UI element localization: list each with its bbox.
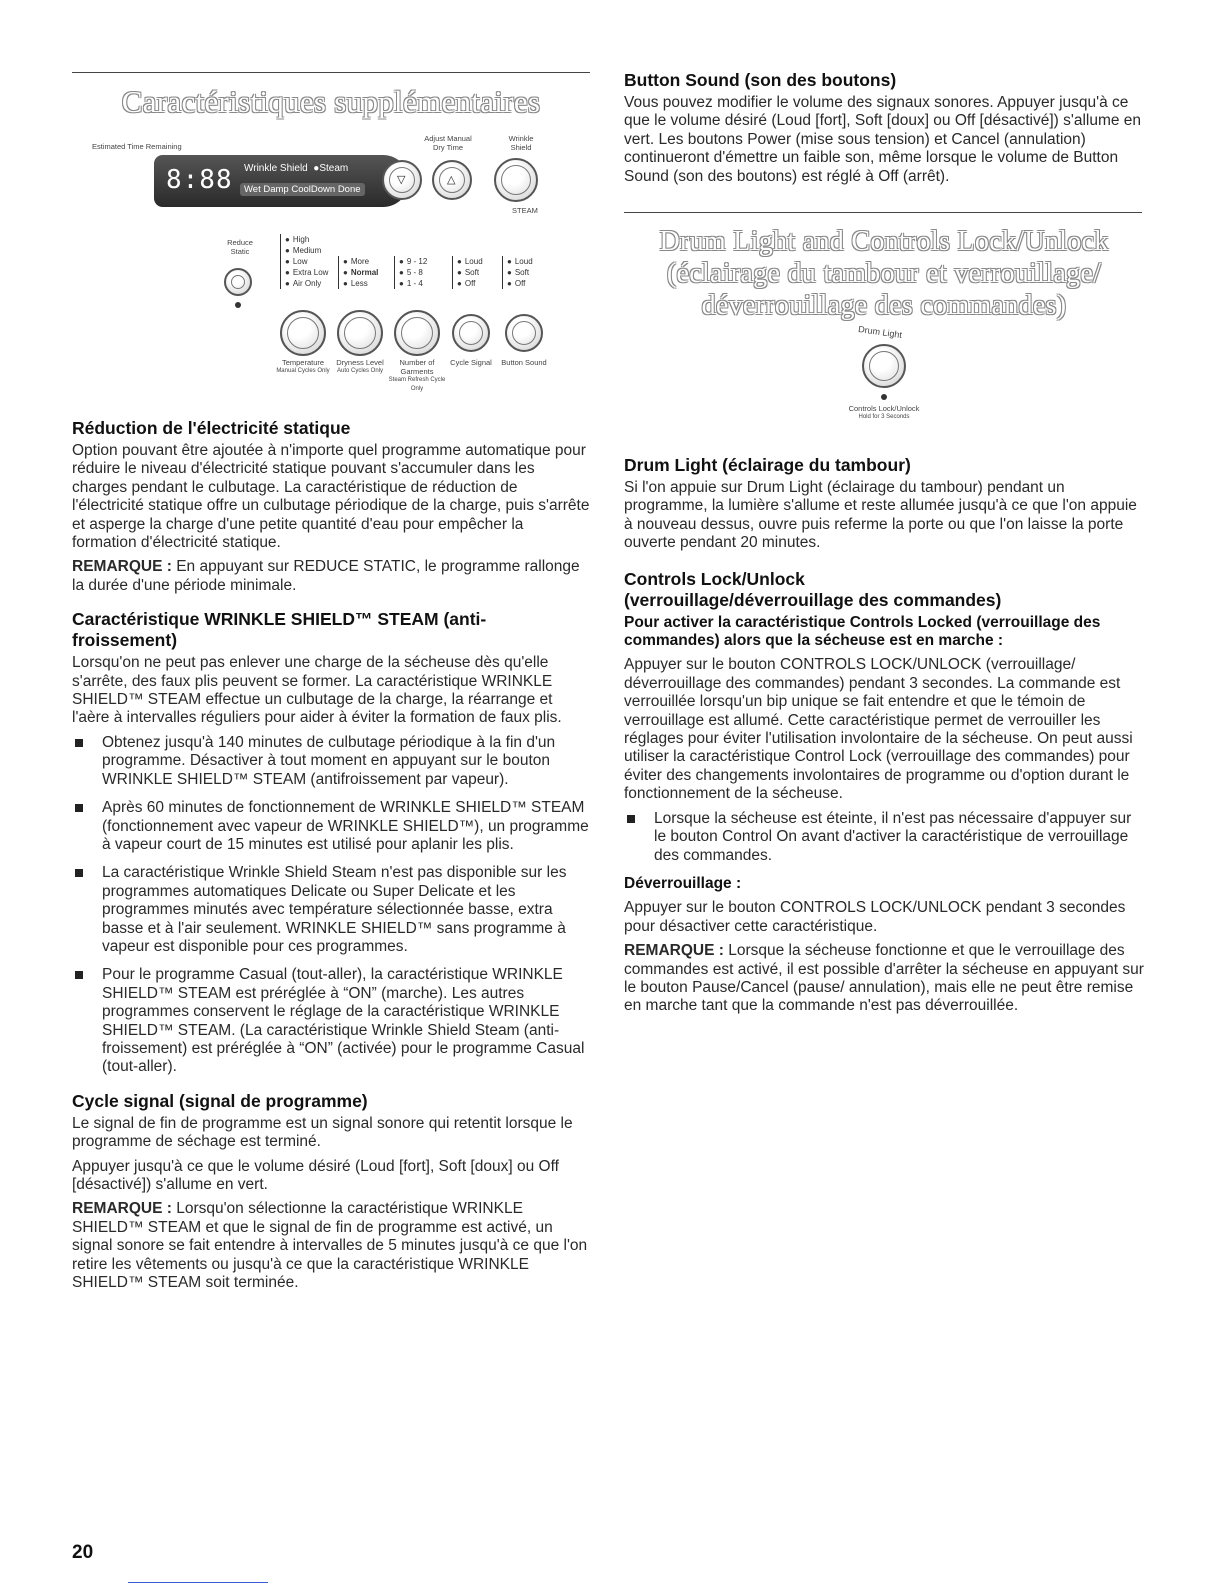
section-title-line-1: Drum Light and Controls Lock/Unlock [659,226,1109,257]
drum-light-body: Si l'on appuie sur Drum Light (éclairage du tambour) pendant un programme, la lumière s'allume et reste allumée jusqu'à ce que l'on appuie à nouveau dessus, ouvre puis referme la porte ou que l'on laisse la porte ouverte pendant 20 minutes. [624,479,1137,552]
section-title-text: Caractéristiques supplémentaires [121,84,541,119]
status-wet: Wet [244,184,261,195]
left-top-rule [72,72,590,73]
list-item: La caractéristique Wrinkle Shield Steam n'est pas disponible sur les programmes automatiques Delicate ou Super Delicate et les programmes minutés avec température sélectionnée basse, extra basse et à l'air seulement. WRINKLE SHIELD™ sans programme à vapeur est disponible pour ces programmes. [72,864,590,956]
controls-lock-note-label: REMARQUE : [624,942,724,960]
cycle-signal-note [72,1200,590,1292]
display-row-1: Wrinkle Shield ●Steam [244,163,349,174]
temp-high: ● High [285,234,328,245]
temperature-caption-sub: Manual Cycles Only [276,368,330,374]
right-mid-rule [624,212,1142,213]
garments-caption-main: Number of Garments [399,358,435,376]
dryness-normal: ● Normal [343,267,378,278]
drum-light-heading: Drum Light (éclairage du tambour) [624,455,911,475]
wrinkle-shield-steam-button[interactable] [494,158,538,202]
reduction-body: Option pouvant être ajoutée à n'importe quel programme automatique pour réduire le niveau d'électricité statique pouvant s'accumuler dans les charges pendant le culbutage. La caractéristique de réduction de l'électricité statique offre un culbutage périodique de la charge, puis s'arrête et asperge la charge d'une petite quantité d'eau pour empêcher la formation d'électricité statique. [72,442,590,552]
drum-light-button[interactable] [862,344,906,388]
reduction-note-label: REMARQUE : [72,558,172,576]
button-sound-heading: Button Sound (son des boutons) [624,70,897,90]
list-item: Lorsque la sécheuse est éteinte, il n'est pas nécessaire d'appuyer sur le bouton Control On avant d'activer la caractéristique de verrouillage des commandes. [624,810,1144,865]
list-item: Après 60 minutes de fonctionnement de WRINKLE SHIELD™ STEAM (fonctionnement avec vapeur de WRINKLE SHIELD™), un programme à vapeur court de 15 minutes est utilisé pour aplanir les plis. [72,799,590,854]
wrinkle-bullet-list [72,734,590,1077]
cycle-signal-p1: Le signal de fin de programme est un signal sonore qui retentit lorsque le programme de séchage est terminé. [72,1114,573,1151]
control-panel-illustration [72,130,590,405]
drum-light-label: Drum Light [857,323,903,341]
cycle-signal-p2: Appuyer jusqu'à ce que le volume désiré (Loud [fort], Soft [doux] ou Off [désactivé]) s'allume en vert. [72,1157,559,1193]
status-done: Done [337,184,361,195]
cycle-signal-note-label: REMARQUE : [72,1200,172,1218]
cycle-signal-note-text: Lorsqu'on sélectionne la caractéristique WRINKLE SHIELD™ STEAM et que le signal de fin de programme est activé, un signal sonore se fait entendre à intervalles de 5 minutes jusqu'à ce que l'on retire les vêtements ou jusqu'à ce que la caractéristique WRINKLE SHIELD™ STEAM soit terminée. [72,1200,588,1292]
temp-low: ● Low [285,256,328,267]
dryness-more: ● More [343,256,378,267]
button-sound-loud: ● Loud [507,256,533,267]
temperature-caption-main: Temperature [281,358,325,367]
cycle-signal-caption-main: Cycle Signal [450,358,492,367]
cycle-signal-button[interactable] [452,314,490,352]
temperature-options [280,234,328,289]
section-title-line-3: déverrouillage des commandes) [701,290,1067,322]
list-item: Pour le programme Casual (tout-aller), la caractéristique WRINKLE SHIELD™ STEAM est préréglée à “ON” (marche). Les autres programmes conservent le réglage de la caractéristique WRINKLE SHIELD™ STEAM. (La caractéristique Wrinkle Shield Steam (anti-froissement) est préréglée à “ON” (activée) pour le programme Casual (tout-aller). [72,966,590,1076]
button-sound-caption-main: Button Sound [501,358,547,367]
hold-label: Hold for 3 Seconds [858,414,910,420]
button-sound-body: Vous pouvez modifier le volume des signaux sonores. Appuyer jusqu'à ce que le volume désiré (Loud [fort], Soft [doux] ou Off [désactivé]) s'allume en vert. Les boutons Power (mise sous tension) et Cancel (annulation) continueront d'émettre un faible son, même lorsque le volume de Button Sound (son des boutons) est réglé à Off (arrêt). [624,94,1142,185]
button-sound-button[interactable] [505,314,543,352]
controls-lock-heading-2: (verrouillage/déverrouillage des commandes) [624,589,1002,610]
reduction-note-text: En appuyant sur REDUCE STATIC, le programme rallonge la durée d'une période minimale. [72,558,580,594]
reduction-note [72,558,590,595]
reduce-static-button[interactable] [224,268,252,296]
reduce-static-label: Reduce Static [227,238,253,256]
garments-9-12: ● 9 - 12 [399,256,427,267]
controls-lock-body: Appuyer sur le bouton CONTROLS LOCK/UNLOCK (verrouillage/ déverrouillage des commandes) pendant 3 secondes. La commande est verrouillée lorsqu'un bip unique se fait entendre et que le témoin de verrouillage est allumé. Cette caractéristique permet de verrouiller les réglages pour éviter l'utilisation involontaire de la sécheuse. On peut aussi utiliser la caractéristique Control Lock (verrouillage des commandes) pour éviter des changements involontaires de programme ou d'option durant le fonctionnement de la sécheuse. [624,656,1133,803]
chevron-down-icon: ▽ [397,174,406,186]
estimated-time-label: Estimated Time Remaining [92,142,182,151]
dryness-level-button[interactable] [337,310,383,356]
display-wrinkle-shield: Wrinkle Shield [244,163,308,174]
section-button-sound [624,70,1144,192]
drum-light-panel-illustration [824,323,944,431]
controls-lock-note-text: Lorsque la sécheuse fonctionne et que le verrouillage des commandes est activé, il est possible d'arrêter la sécheuse en appuyant sur le bouton Pause/Cancel (pause/ annulation), mais elle ne peut être remise en marche tant que la commande n'est pas déverrouillée. [624,942,1144,1015]
dryness-less: ● Less [343,278,378,289]
dry-time-down-button[interactable] [382,160,422,200]
lock-led [881,394,887,400]
status-cooldown: CoolDown [291,184,336,195]
cycle-signal-caption [446,358,496,367]
controls-lock-label: Controls Lock/Unlock [848,404,920,413]
controls-lock-heading-1: Controls Lock/Unlock [624,568,805,589]
temp-air-only: ● Air Only [285,278,328,289]
unlock-heading: Déverrouillage : [624,874,742,892]
cycle-signal-options [452,256,483,289]
cycle-signal-soft: ● Soft [457,267,483,278]
display-screen [154,155,409,207]
cycle-signal-loud: ● Loud [457,256,483,267]
temperature-button[interactable] [280,310,326,356]
section-drum-light [624,455,1144,1022]
reduce-static-led [235,302,241,308]
section-title-features [72,84,590,120]
garments-caption-sub: Steam Refresh Cycle Only [388,377,446,392]
reduction-heading: Réduction de l'électricité statique [72,418,351,438]
dryness-caption-main: Dryness Level [336,358,384,367]
dryness-options [338,256,378,289]
display-time: 8:88 [166,165,233,195]
footer-link-line [128,1582,268,1583]
garments-5-8: ● 5 - 8 [399,267,427,278]
wrinkle-shield-label: Wrinkle Shield [508,134,534,152]
garments-1-4: ● 1 - 4 [399,278,427,289]
temp-extra-low: ● Extra Low [285,267,328,278]
section-title-line-2: (éclairage du tambour et verrouillage/ [666,258,1102,290]
controls-lock-subhead: Pour activer la caractéristique Controls Locked (verrouillage des commandes) alors que la sécheuse est en marche : [624,613,1101,650]
button-sound-off: ● Off [507,278,533,289]
chevron-up-icon: △ [447,174,456,186]
controls-lock-bullets [624,810,1144,865]
page-number: 20 [72,1542,94,1563]
button-sound-soft: ● Soft [507,267,533,278]
wrinkle-body: Lorsqu'on ne peut pas enlever une charge de la sécheuse dès qu'elle s'arrête, des faux plis peuvent se former. La caractéristique WRINKLE SHIELD™ STEAM effectue un culbutage de la charge, la réarrange et l'aère à intervalles réguliers pour aider à éviter la formation de faux plis. [72,654,562,727]
dryness-caption-sub: Auto Cycles Only [336,368,384,374]
temp-medium: ● Medium [285,245,328,256]
list-item: Obtenez jusqu'à 140 minutes de culbutage périodique à la fin d'un programme. Désactiver à tout moment en appuyant sur le bouton WRINKLE SHIELD™ STEAM (antifroissement par vapeur). [72,734,590,789]
unlock-body: Appuyer sur le bouton CONTROLS LOCK/UNLOCK pendant 3 secondes pour désactiver cette caractéristique. [624,899,1126,935]
garments-options [394,256,427,289]
wrinkle-heading: Caractéristique WRINKLE SHIELD™ STEAM (anti-froissement) [72,609,487,651]
garments-caption [384,358,450,394]
section-reduction [72,418,590,1298]
controls-lock-note [624,942,1144,1016]
number-of-garments-button[interactable] [394,310,440,356]
display-row-2 [240,183,365,196]
status-damp: Damp [263,184,289,195]
button-sound-caption [499,358,549,367]
adjust-dry-time-label: Adjust Manual Dry Time [424,134,472,152]
button-sound-options [502,256,533,289]
cycle-signal-heading: Cycle signal (signal de programme) [72,1090,368,1111]
dry-time-up-button[interactable] [432,160,472,200]
section-title-drum-lock [624,226,1144,323]
cycle-signal-off: ● Off [457,278,483,289]
steam-label: STEAM [512,206,538,215]
display-steam: Steam [319,163,349,174]
